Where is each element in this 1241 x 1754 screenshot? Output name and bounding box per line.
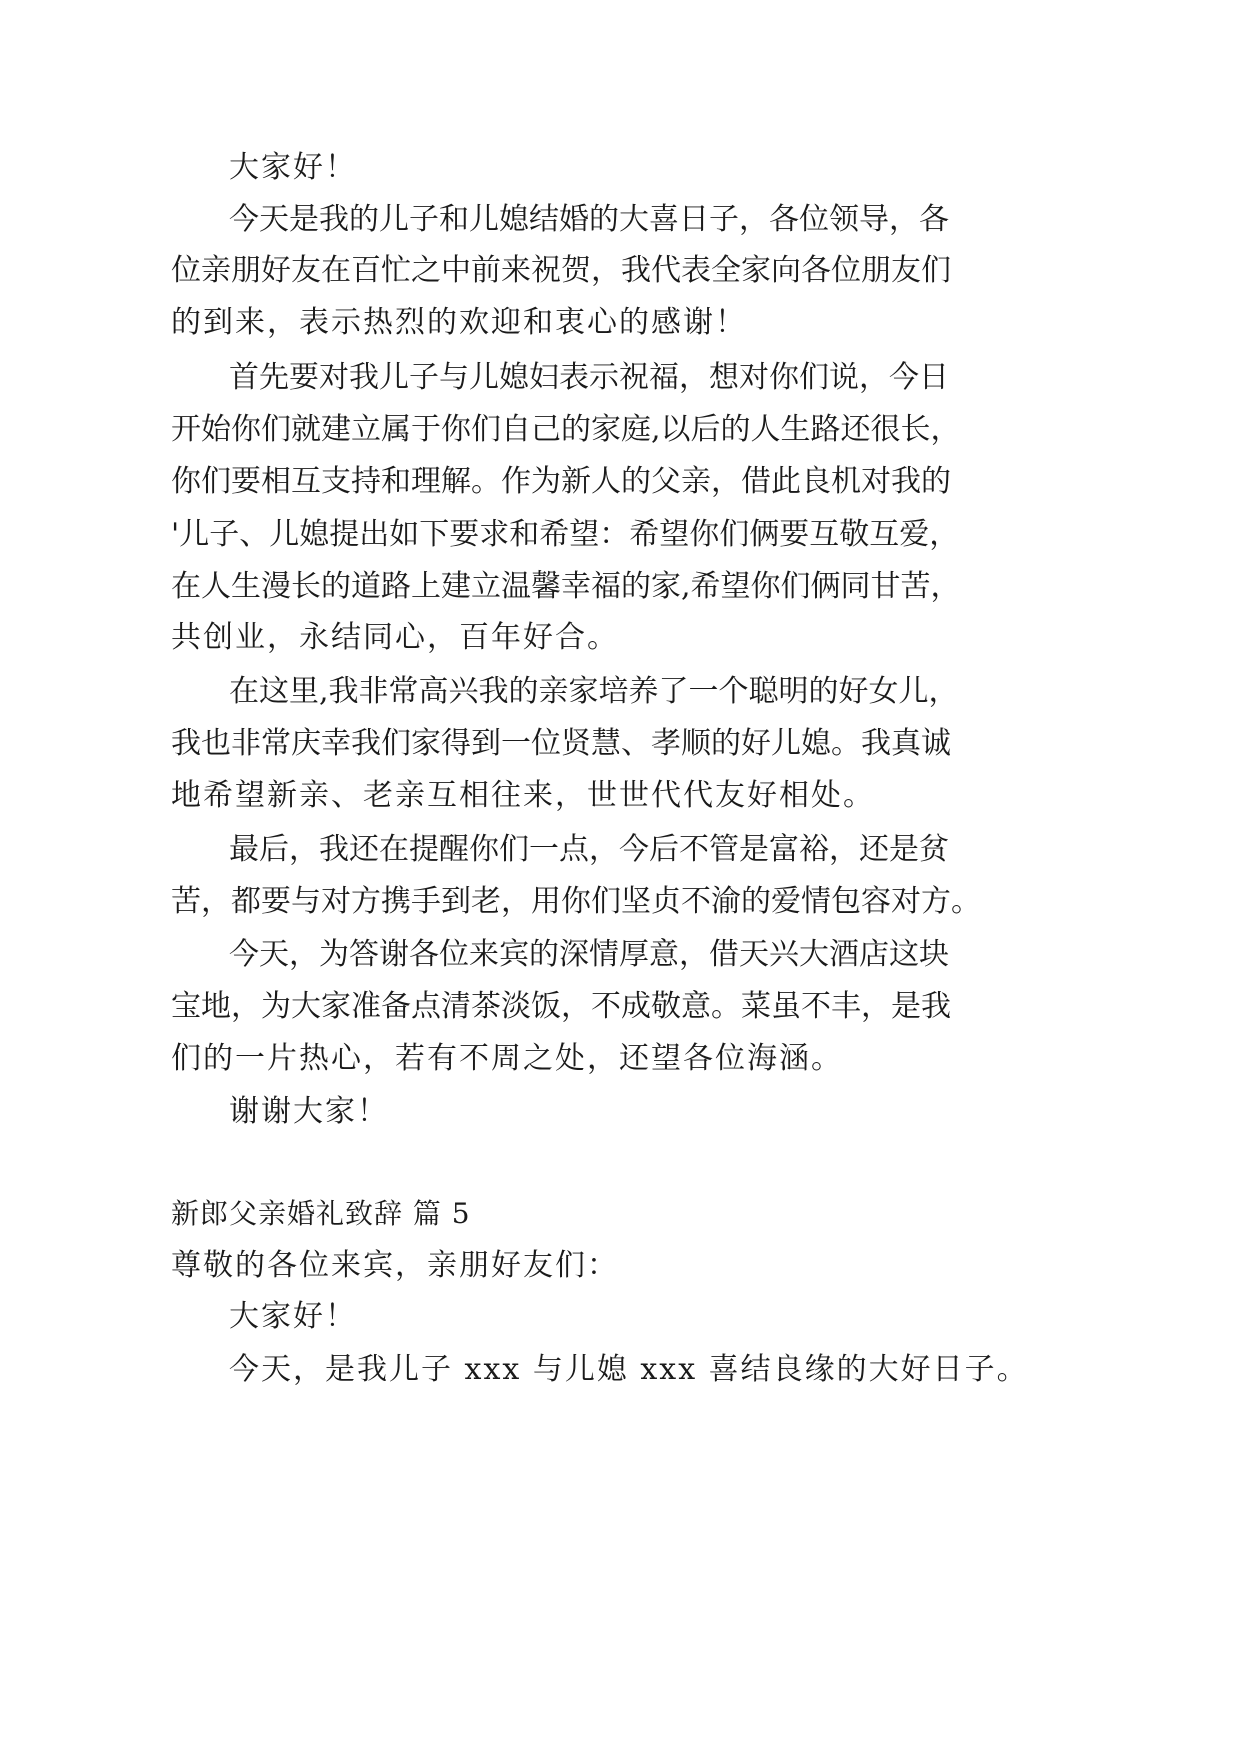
section-heading: 新郎父亲婚礼致辞 篇 5 xyxy=(171,1197,471,1230)
paragraph-4-line-1: 最后，我还在提醒你们一点，今后不管是富裕，还是贫 xyxy=(229,832,949,867)
opening-line: 今天，是我儿子 xxx 与儿媳 xxx 喜结良缘的大好日子。 xyxy=(229,1352,1029,1387)
paragraph-5-line-2: 宝地，为大家准备点清茶淡饭，不成敬意。菜虽不丰，是我 xyxy=(171,989,951,1024)
paragraph-2-line-4: '儿子、儿媳提出如下要求和希望：希望你们俩要互敬互爱， xyxy=(171,517,960,552)
paragraph-2-line-6: 共创业，永结同心，百年好合。 xyxy=(171,620,619,655)
paragraph-3-line-2: 我也非常庆幸我们家得到一位贤慧、孝顺的好儿媳。我真诚 xyxy=(171,726,951,761)
paragraph-4-line-2: 苦，都要与对方携手到老，用你们坚贞不渝的爱情包容对方。 xyxy=(171,884,981,919)
paragraph-2-line-1: 首先要对我儿子与儿媳妇表示祝福，想对你们说，今日 xyxy=(229,360,949,395)
salutation-line: 尊敬的各位来宾，亲朋好友们： xyxy=(171,1248,619,1283)
paragraph-1-line-3: 的到来，表示热烈的欢迎和衷心的感谢！ xyxy=(171,305,747,340)
paragraph-3-line-1: 在这里,我非常高兴我的亲家培养了一个聪明的好女儿， xyxy=(229,674,959,709)
paragraph-5-line-3: 们的一片热心，若有不周之处，还望各位海涵。 xyxy=(171,1041,843,1076)
paragraph-3-line-3: 地希望新亲、老亲互相往来，世世代代友好相处。 xyxy=(171,778,875,813)
paragraph-2-line-3: 你们要相互支持和理解。作为新人的父亲，借此良机对我的 xyxy=(171,464,951,499)
paragraph-1-line-1: 今天是我的儿子和儿媳结婚的大喜日子，各位领导，各 xyxy=(229,202,949,237)
greeting-line: 大家好！ xyxy=(229,150,357,185)
paragraph-5-line-1: 今天，为答谢各位来宾的深情厚意，借天兴大酒店这块 xyxy=(229,937,949,972)
paragraph-2-line-5: 在人生漫长的道路上建立温馨幸福的家,希望你们俩同甘苦， xyxy=(171,569,961,604)
paragraph-2-line-2: 开始你们就建立属于你们自己的家庭,以后的人生路还很长， xyxy=(171,412,961,447)
greeting-line-2: 大家好！ xyxy=(229,1299,357,1334)
paragraph-1-line-2: 位亲朋好友在百忙之中前来祝贺，我代表全家向各位朋友们 xyxy=(171,253,951,288)
thanks-line: 谢谢大家！ xyxy=(229,1094,389,1129)
